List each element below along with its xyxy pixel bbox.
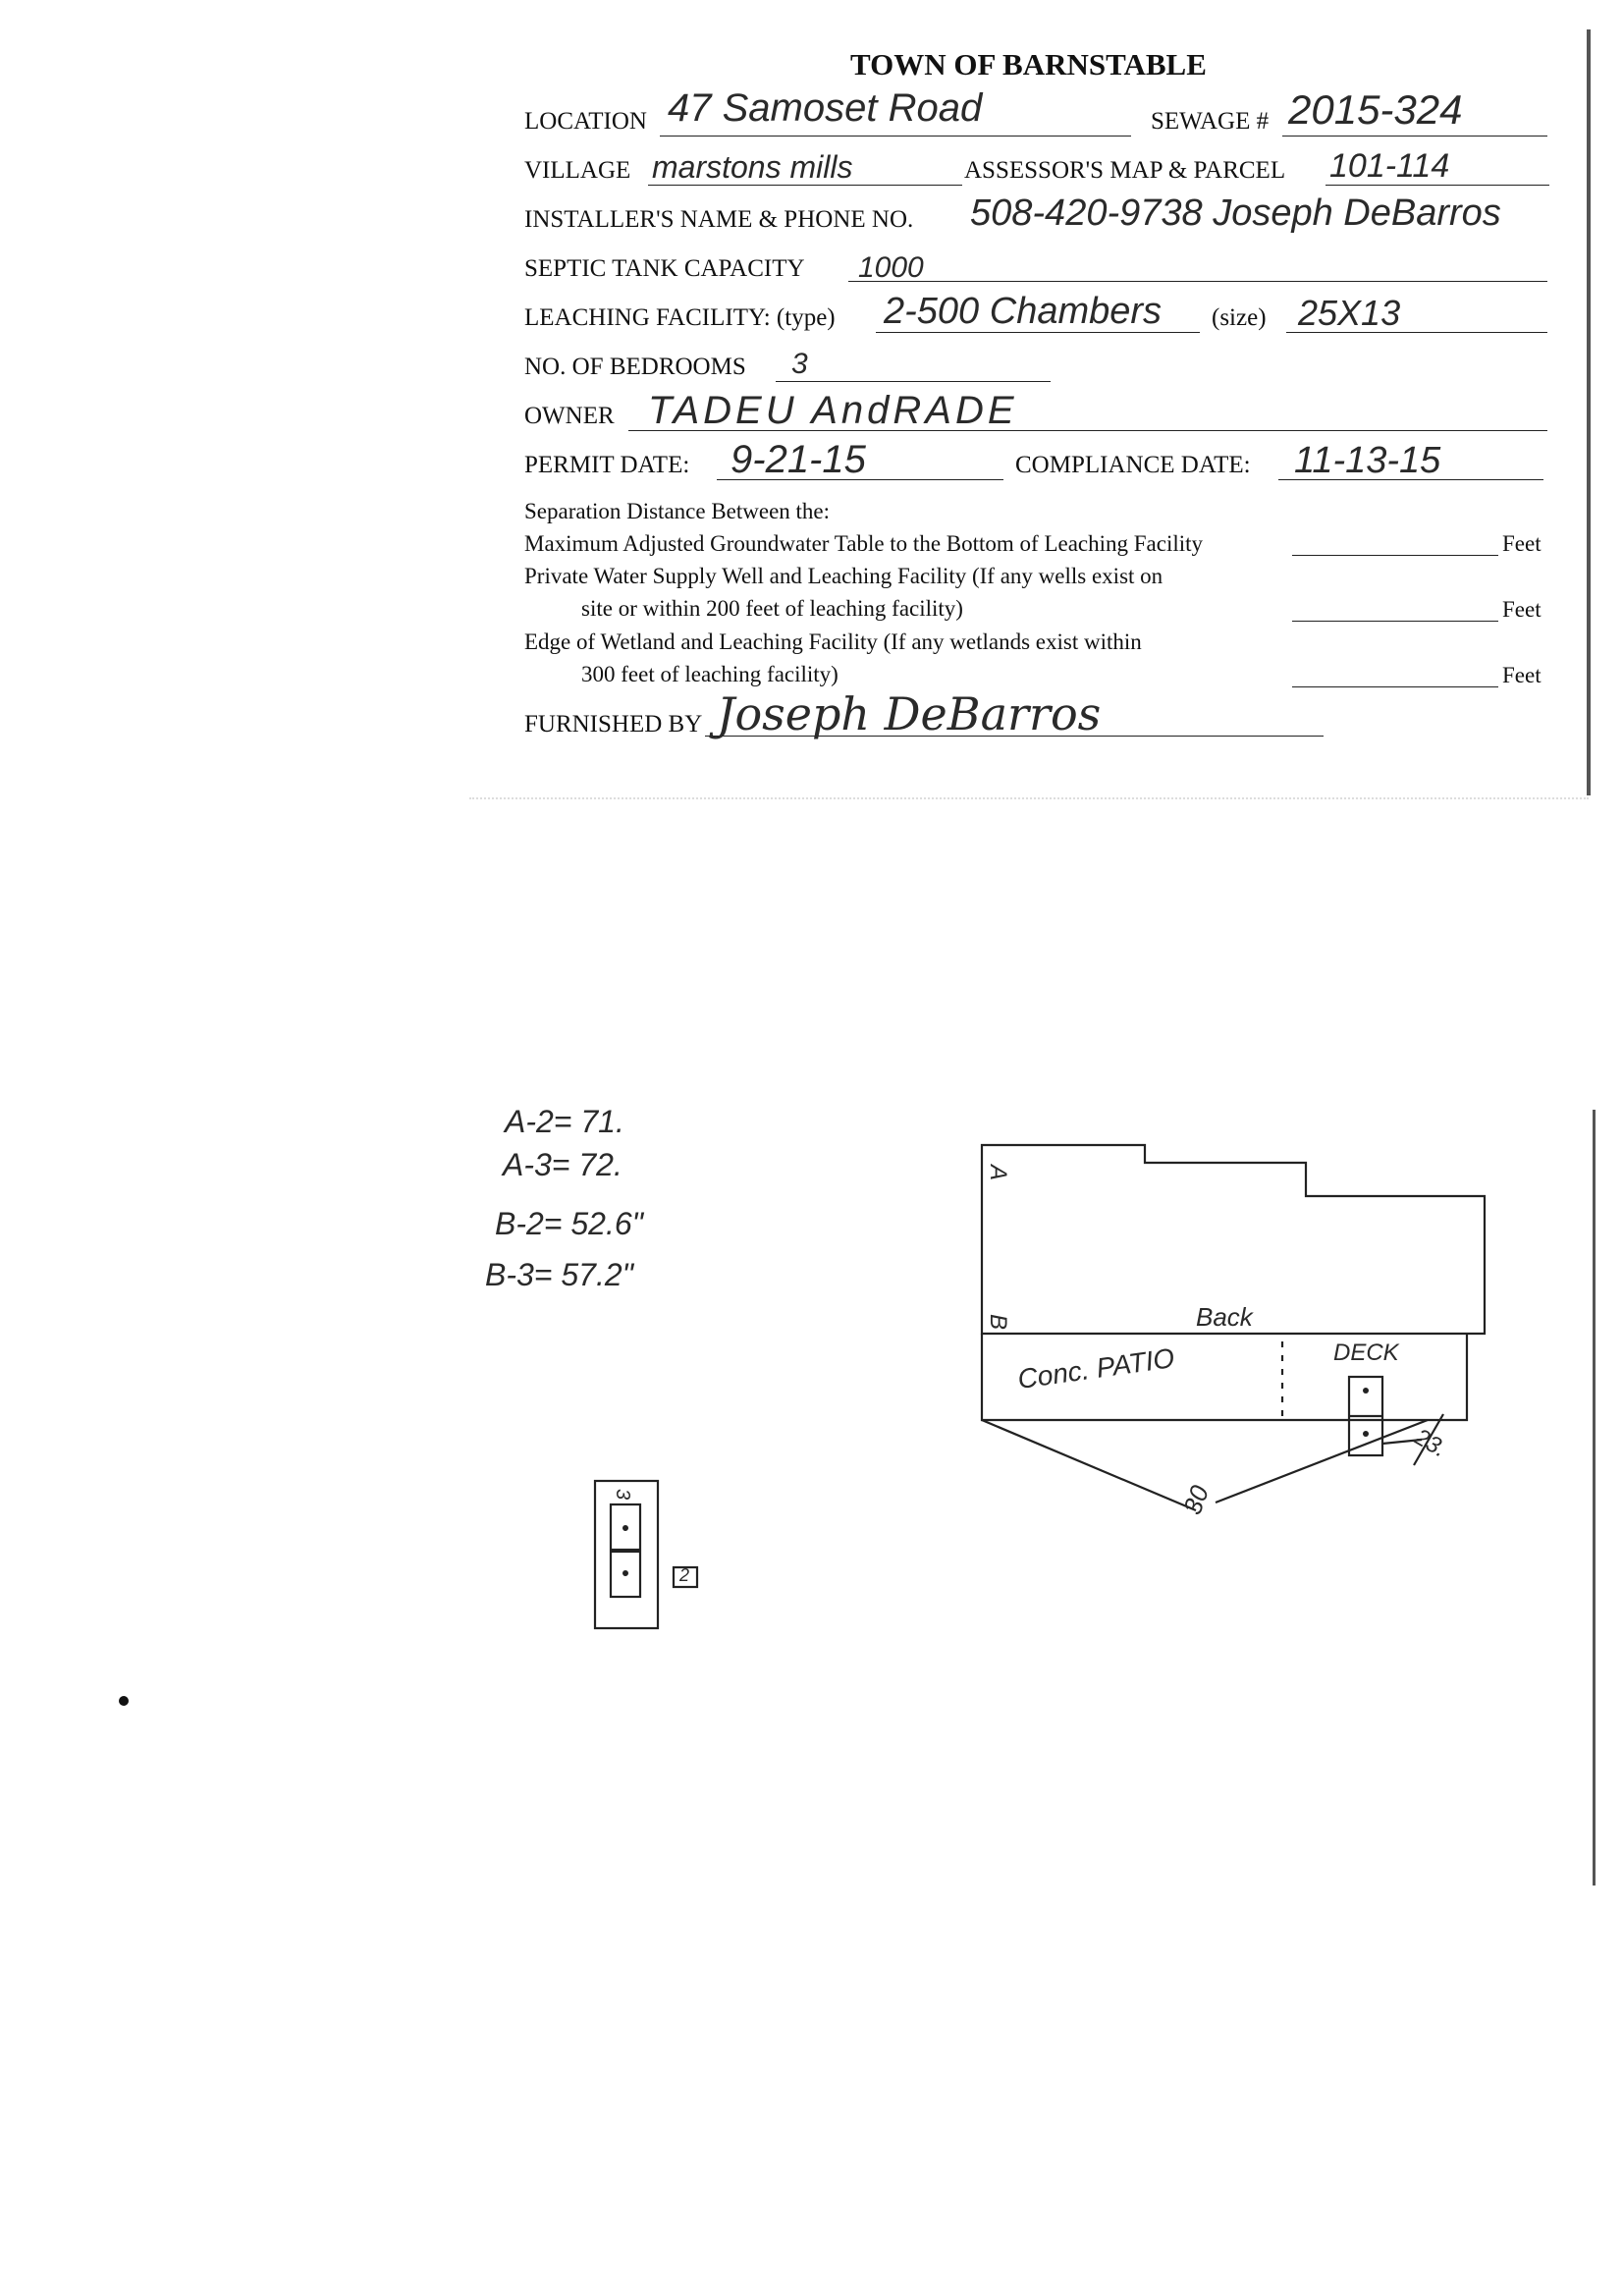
furnished-label: FURNISHED BY (524, 711, 703, 738)
sep-well-text-1: Private Water Supply Well and Leaching Facility (If any wells exist on (524, 564, 1163, 588)
dim-23: 23. (1409, 1423, 1452, 1463)
measurement-a2: A-2= 71. (505, 1104, 624, 1139)
sewage-value: 2015-324 (1288, 86, 1463, 133)
location-value: 47 Samoset Road (668, 86, 983, 130)
separation-heading: Separation Distance Between the: (524, 499, 831, 523)
sep-wetland-text-1: Edge of Wetland and Leaching Facility (If any wetlands exist within (524, 629, 1142, 654)
installer-label: INSTALLER'S NAME & PHONE NO. (524, 206, 914, 233)
size-value: 25X13 (1298, 293, 1401, 333)
sewage-label: SEWAGE # (1151, 108, 1270, 135)
sep-well-text-2: site or within 200 feet of leaching facility) (581, 596, 963, 621)
compliance-value: 11-13-15 (1294, 440, 1441, 481)
measurement-b2: B-2= 52.6" (495, 1206, 644, 1241)
measurement-b3: B-3= 57.2" (485, 1257, 634, 1292)
back-label: Back (1196, 1302, 1253, 1332)
house-label-b: B (985, 1313, 1012, 1331)
owner-label: OWNER (524, 403, 615, 429)
chamber-label-3: 3 (612, 1488, 634, 1501)
installer-value: 508-420-9738 Joseph DeBarros (970, 192, 1501, 234)
sep-wetland-feet: Feet (1502, 663, 1542, 687)
location-label: LOCATION (524, 108, 647, 135)
measurement-a3: A-3= 72. (503, 1147, 622, 1182)
bedrooms-value: 3 (791, 348, 808, 380)
bedrooms-label: NO. OF BEDROOMS (524, 354, 746, 380)
leader-left (982, 1420, 1196, 1510)
sep-groundwater-text: Maximum Adjusted Groundwater Table to the Bottom of Leaching Facility (524, 531, 1204, 556)
deck-label: DECK (1333, 1339, 1399, 1366)
page-title: TOWN OF BARNSTABLE (850, 47, 1207, 82)
sep-well-feet: Feet (1502, 597, 1542, 622)
dim-30: 30 (1176, 1481, 1216, 1519)
village-label: VILLAGE (524, 157, 631, 184)
chamber-label-2: 2 (679, 1565, 690, 1585)
permit-label: PERMIT DATE: (524, 452, 690, 478)
patio-label: Conc. PATIO (1015, 1341, 1177, 1395)
owner-value: TADEU AndRADE (648, 389, 1018, 432)
leader-right (1216, 1420, 1428, 1503)
septic-label: SEPTIC TANK CAPACITY (524, 255, 805, 282)
sep-groundwater-feet: Feet (1502, 531, 1542, 556)
signature: Joseph DeBarros (717, 687, 1102, 740)
leaching-type-value: 2-500 Chambers (884, 291, 1163, 332)
chamber-outer (595, 1481, 658, 1628)
leaching-label: LEACHING FACILITY: (type) (524, 304, 836, 331)
sep-wetland-text-2: 300 feet of leaching facility) (581, 662, 839, 686)
house-label-a: A (985, 1164, 1012, 1181)
compliance-label: COMPLIANCE DATE: (1015, 452, 1251, 478)
village-value: marstons mills (652, 149, 853, 185)
assessor-label: ASSESSOR'S MAP & PARCEL (964, 157, 1286, 184)
septic-value: 1000 (858, 251, 924, 284)
assessor-value: 101-114 (1329, 147, 1450, 185)
permit-value: 9-21-15 (730, 438, 866, 481)
size-label: (size) (1212, 304, 1267, 331)
